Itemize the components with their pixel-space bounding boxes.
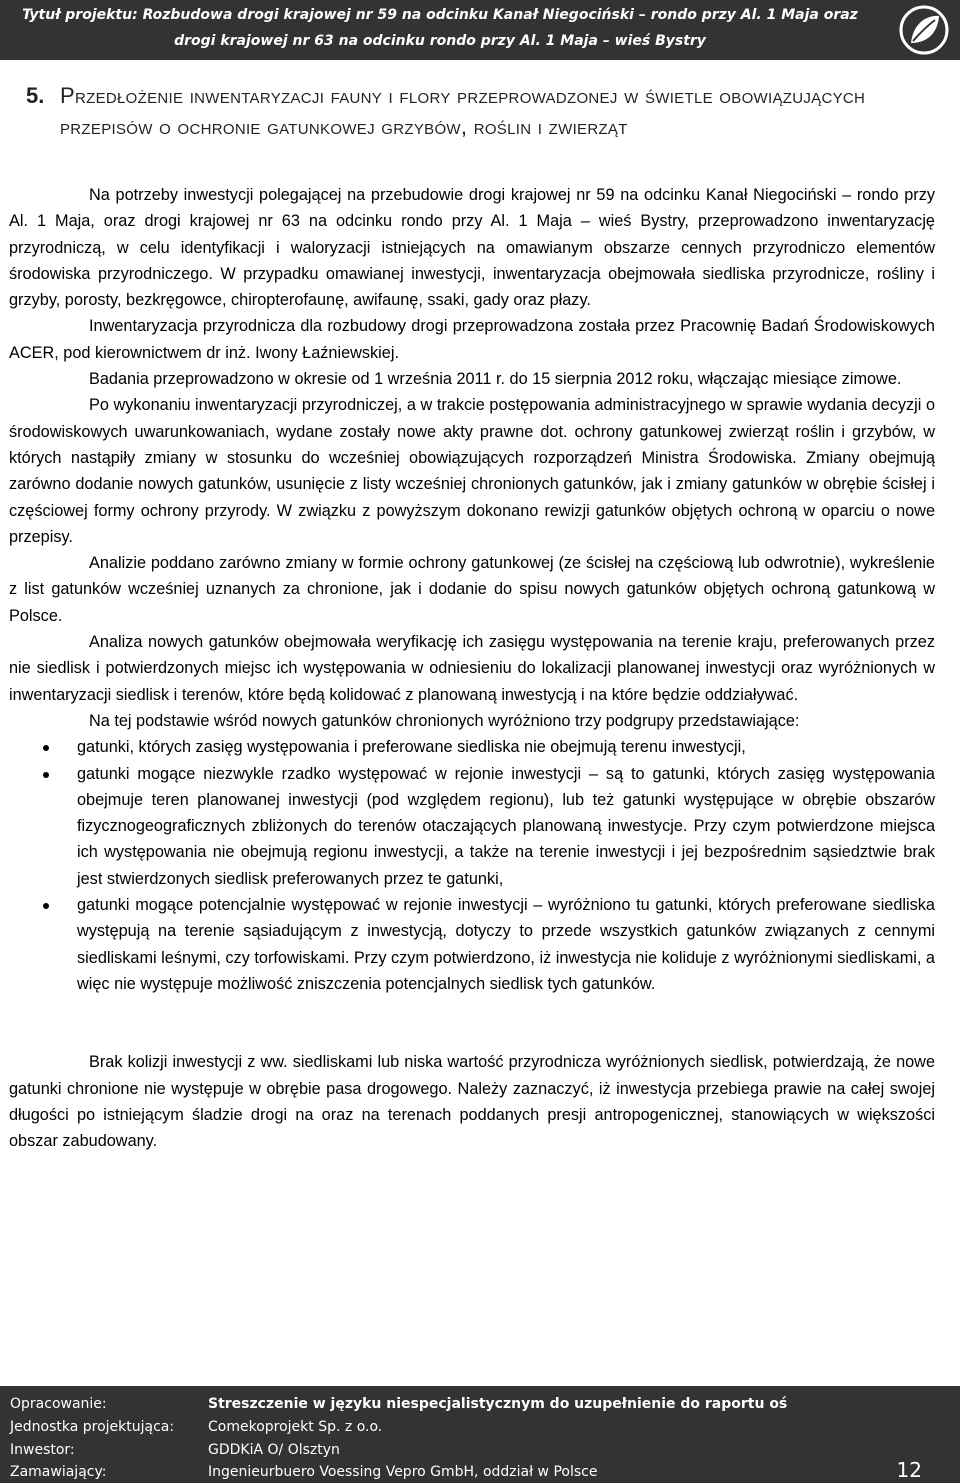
page-footer — [0, 1386, 960, 1483]
project-title-line-2: drogi krajowej nr 63 na odcinku rondo przy Al. 1 Maja – wieś Bystry — [174, 33, 706, 49]
paragraph: Brak kolizji inwestycji z ww. siedliskami lub niska wartość przyrodnicza wyróżnionych siedlisk, potwierdzają, że nowe gatunki chronione nie występuje w obrębie pasa drogowego. Należy zaznaczyć, iż inwestycja przebiega prawie na całej swojej długości po istniejącym śladzie drogi na oraz na terenach poddanych presji antropogenicznej, stanowiących w większości obszar zabudowany. — [9, 1053, 935, 1151]
list-item-text: gatunki mogące potencjalnie występować w rejonie inwestycji – wyróżniono tu gatunki, których preferowane siedliska występują na terenie sąsiadującym z inwestycją, dotyczy to przede wszystkich gatunków związanych z cennymi siedliskami leśnymi, czy torfowiskami. Przy czym potwierdzono, iż inwestycja nie koliduje z wyróżnionymi siedliskami, a więc nie występuje możliwość zniszczenia potencjalnych siedlisk tych gatunków. — [77, 896, 935, 993]
list-item — [9, 892, 935, 997]
bullet-icon — [43, 745, 49, 751]
paragraph: Analizie poddano zarówno zmiany w formie ochrony gatunkowej (ze ścisłej na częściową lub odwrotnie), wykreślenie z list gatunków wcześniej uznanych za chronione, jak i dodanie do spisu nowych gatunków objętych ochroną gatunkową w Polsce. — [9, 554, 935, 625]
section-number: 5. — [26, 83, 45, 108]
footer-value: Ingenieurbuero Voessing Vepro GmbH, oddział w Polsce — [208, 1464, 598, 1480]
project-title-line-1: Tytuł projektu: Rozbudowa drogi krajowej nr 59 na odcinku Kanał Niegociński – rondo przy Al. 1 Maja oraz — [22, 7, 858, 23]
document-body — [9, 182, 935, 1154]
paragraph: Po wykonaniu inwentaryzacji przyrodniczej, a w trakcie postępowania administracyjnego w sprawie wydania decyzji o środowiskowych uwarunkowaniach, wydane zostały nowe akty prawne dot. ochrony gatunkowej zwierząt roślin i grzybów, w których nastąpiły zmiany w stosunku do wcześniej obowiązujących rozporządzeń Ministra Środowiska. Zmiany obejmują zarówno dodanie nowych gatunków, usunięcie z listy wcześniej chronionych gatunków, jak i zmiany gatunków w obrębie ścisłej i częściowej formy ochrony przyrody. W związku z powyższym dokonano rewizji gatunków objętych ochroną w oparciu o nowe przepisy. — [9, 396, 935, 546]
list-item — [9, 761, 935, 892]
footer-label: Inwestor: — [10, 1442, 75, 1458]
page-header — [0, 0, 960, 60]
footer-value: Streszczenie w języku niespecjalistycznym do uzupełnienie do raportu oś — [208, 1396, 788, 1412]
footer-label: Zamawiający: — [10, 1464, 107, 1480]
bullet-list — [9, 734, 935, 997]
footer-label: Jednostka projektująca: — [10, 1419, 175, 1435]
list-item — [9, 734, 935, 760]
section-title-text: Przedłożenie inwentaryzacji fauny i flory przeprowadzonej w świetle obowiązujących przepisów o ochronie gatunkowej grzybów, roślin i zwierząt — [60, 83, 866, 139]
footer-label: Opracowanie: — [10, 1396, 107, 1412]
spacer — [9, 997, 935, 1049]
footer-value: GDDKiA O/ Olsztyn — [208, 1442, 340, 1458]
paragraph: Na potrzeby inwestycji polegającej na przebudowie drogi krajowej nr 59 na odcinku Kanał Niegociński – rondo przy Al. 1 Maja, oraz drogi krajowej nr 63 na odcinku rondo przy Al. 1 Maja – wieś Bystry, przeprowadzono inwentaryzację przyrodniczą, w celu identyfikacji i waloryzacji istniejących na omawianym obszarze cennych przyrodniczo elementów środowiska przyrodniczego. W przypadku omawianej inwestycji, inwentaryzacja obejmowała siedliska przyrodnicze, rośliny i grzyby, porosty, bezkręgowce, chiropterofaunę, awifaunę, ssaki, gady oraz płazy. — [9, 186, 935, 310]
paragraph: Na tej podstawie wśród nowych gatunków chronionych wyróżniono trzy podgrupy przedstawiające: — [89, 711, 800, 730]
paragraph: Badania przeprowadzono w okresie od 1 września 2011 r. do 15 sierpnia 2012 roku, włączając miesiące zimowe. — [89, 370, 902, 389]
list-item-text: gatunki, których zasięg występowania i preferowane siedliska nie obejmują terenu inwestycji, — [77, 738, 746, 757]
paragraph: Analiza nowych gatunków obejmowała weryfikację ich zasięgu występowania na terenie kraju, preferowanych przez nie siedlisk i potwierdzonych miejsc ich występowania w odniesieniu do lokalizacji planowanej inwestycji oraz wyróżnionych w inwentaryzacji siedlisk i terenów, które będą kolidować z planowaną inwestycją i na które będzie oddziaływać. — [9, 633, 935, 704]
section-heading — [26, 80, 940, 142]
paragraph: Inwentaryzacja przyrodnicza dla rozbudowy drogi przeprowadzona została przez Pracownię Badań Środowiskowych ACER, pod kierownictwem dr inż. Iwony Łaźniewskiej. — [9, 317, 935, 362]
footer-value: Comekoprojekt Sp. z o.o. — [208, 1419, 383, 1435]
bullet-icon — [43, 903, 49, 909]
bullet-icon — [43, 772, 49, 778]
page-number: 12 — [896, 1458, 922, 1482]
list-item-text: gatunki mogące niezwykle rzadko występować w rejonie inwestycji – są to gatunki, których zasięg występowania obejmuje teren planowanej inwestycji (pod względem regionu), lub też gatunki występujące w obrębie obszarów fizycznogeograficznych zbliżonych do terenów otaczających planowaną inwestycje. Przy czym potwierdzone miejsca ich występowania nie obejmują regionu inwestycji, a także na terenie inwestycji i jej bezpośrednim sąsiedztwie brak jest stwierdzonych siedlisk preferowanych przez te gatunki, — [77, 764, 935, 888]
leaf-logo-icon — [898, 4, 950, 56]
